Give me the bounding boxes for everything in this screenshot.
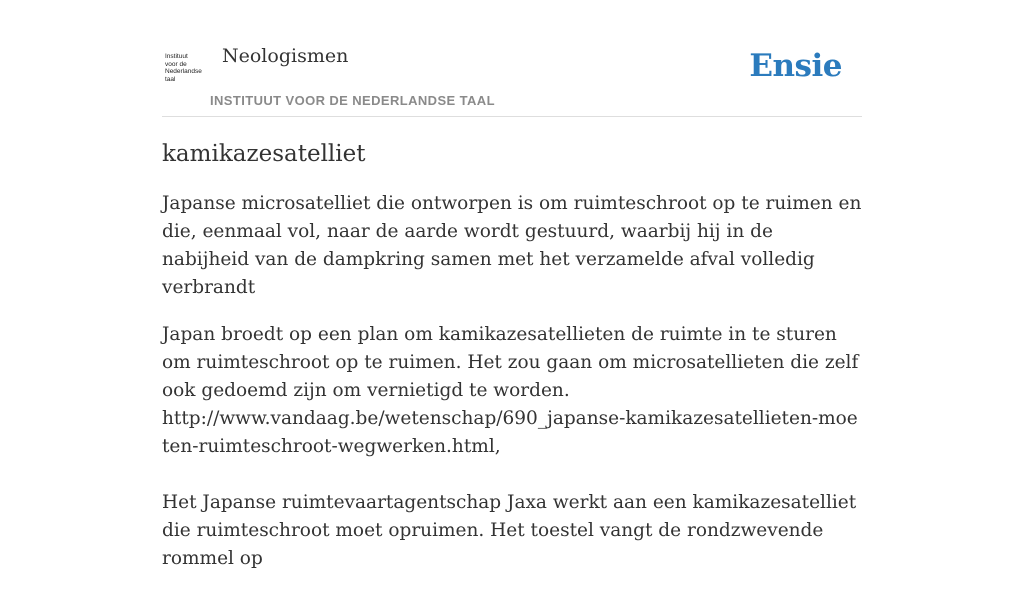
entry-content: [162, 138, 862, 601]
citation: [162, 321, 862, 461]
entry-term: kamikazesatelliet: [162, 141, 366, 167]
entry-definition: Japanse microsatelliet die ontworpen is om ruimteschroot op te ruimen en die, eenmaal vol, naar de aarde wordt gestuurd, waarbij hij in de nabijheid van de dampkring samen met het verzamelde afval volledig verbrandt: [162, 193, 862, 298]
citation-text: Japan broedt op een plan om kamikazesatellieten de ruimte in te sturen om ruimteschroot op te ruimen. Het zou gaan om microsatellieten die zelf ook gedoemd zijn om vernietigd te worden.: [162, 324, 859, 401]
institute-name: INSTITUUT VOOR DE NEDERLANDSE TAAL: [210, 93, 495, 108]
series-title[interactable]: Neologismen: [222, 45, 349, 67]
ensie-logo[interactable]: Ensie: [749, 48, 842, 84]
ivdnt-logo[interactable]: Instituut voor de Nederlandse taal: [165, 53, 202, 83]
header: [162, 40, 862, 117]
citation-source-link[interactable]: http://www.vandaag.be/wetenschap/690_japanse-kamikazesatellieten-moeten-ruimteschroot-wegwerken.html,: [162, 408, 858, 457]
citation: [162, 489, 862, 573]
citation-text: Het Japanse ruimtevaartagentschap Jaxa werkt aan een kamikazesatelliet die ruimteschroot moet opruimen. Het toestel vangt de rondzwevende rommel op: [162, 492, 857, 569]
